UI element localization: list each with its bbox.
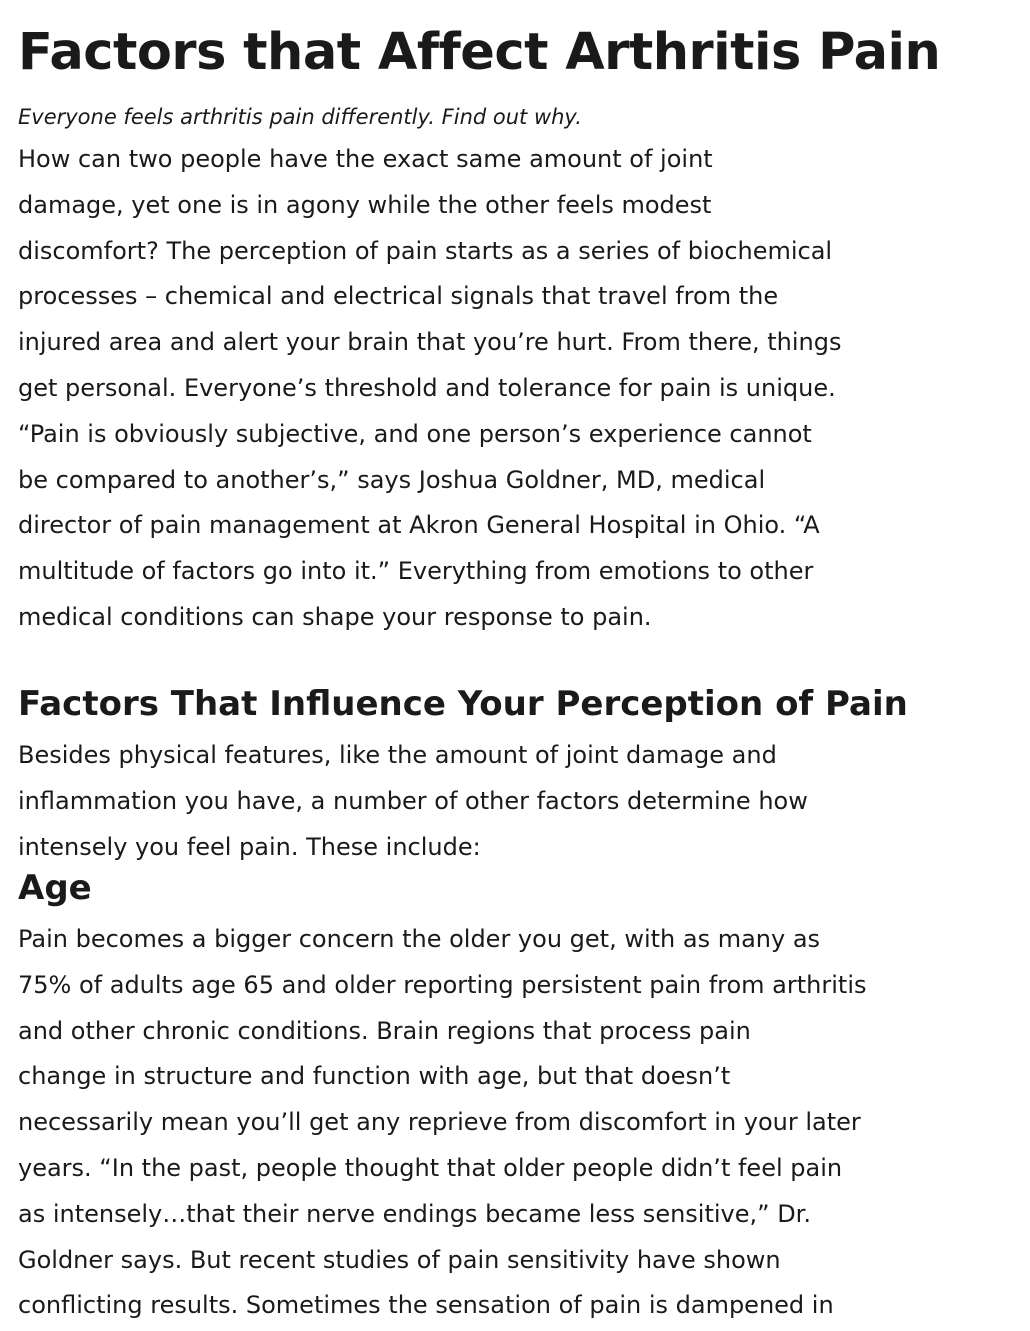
age-paragraph	[18, 917, 998, 1329]
age-line: necessarily mean you’ll get any reprieve from discomfort in your later	[18, 1108, 861, 1137]
intro-line: damage, yet one is in agony while the other feels modest	[18, 190, 712, 219]
article-title: Factors that Affect Arthritis Pain	[18, 23, 941, 82]
intro-line: injured area and alert your brain that you’re hurt. From there, things	[18, 328, 842, 357]
intro-line: multitude of factors go into it.” Everything from emotions to other	[18, 557, 814, 586]
intro-paragraph	[18, 137, 998, 641]
section-line: intensely you feel pain. These include:	[18, 832, 481, 861]
intro-line: be compared to another’s,” says Joshua Goldner, MD, medical	[18, 465, 766, 494]
age-line: Pain becomes a bigger concern the older you get, with as many as	[18, 925, 821, 953]
age-line: years. “In the past, people thought that older people didn’t feel pain	[18, 1153, 843, 1182]
section-line: Besides physical features, like the amount of joint damage and	[18, 741, 777, 769]
intro-line: How can two people have the exact same amount of joint	[18, 145, 713, 173]
age-line: change in structure and function with age, but that doesn’t	[18, 1062, 731, 1091]
intro-line: medical conditions can shape your response to pain.	[18, 602, 652, 631]
age-line: and other chronic conditions. Brain regions that process pain	[18, 1016, 751, 1045]
age-line: as intensely…that their nerve endings became less sensitive,” Dr.	[18, 1199, 811, 1228]
age-line: Goldner says. But recent studies of pain sensitivity have shown	[18, 1245, 781, 1274]
intro-line: get personal. Everyone’s threshold and tolerance for pain is unique.	[18, 373, 836, 402]
section-heading: Factors That Influence Your Perception of Pain	[18, 684, 908, 724]
section-paragraph	[18, 733, 998, 870]
intro-line: processes – chemical and electrical signals that travel from the	[18, 282, 779, 311]
age-line: 75% of adults age 65 and older reporting persistent pain from arthritis	[18, 970, 867, 999]
age-heading: Age	[18, 868, 92, 908]
age-line: conflicting results. Sometimes the sensation of pain is dampened in	[18, 1291, 834, 1320]
intro-line: director of pain management at Akron General Hospital in Ohio. “A	[18, 511, 820, 540]
intro-line: “Pain is obviously subjective, and one person’s experience cannot	[18, 419, 812, 448]
section-line: inflammation you have, a number of other factors determine how	[18, 786, 808, 815]
intro-line: discomfort? The perception of pain starts as a series of biochemical	[18, 236, 833, 265]
article-subtitle: Everyone feels arthritis pain differently. Find out why.	[18, 105, 582, 129]
